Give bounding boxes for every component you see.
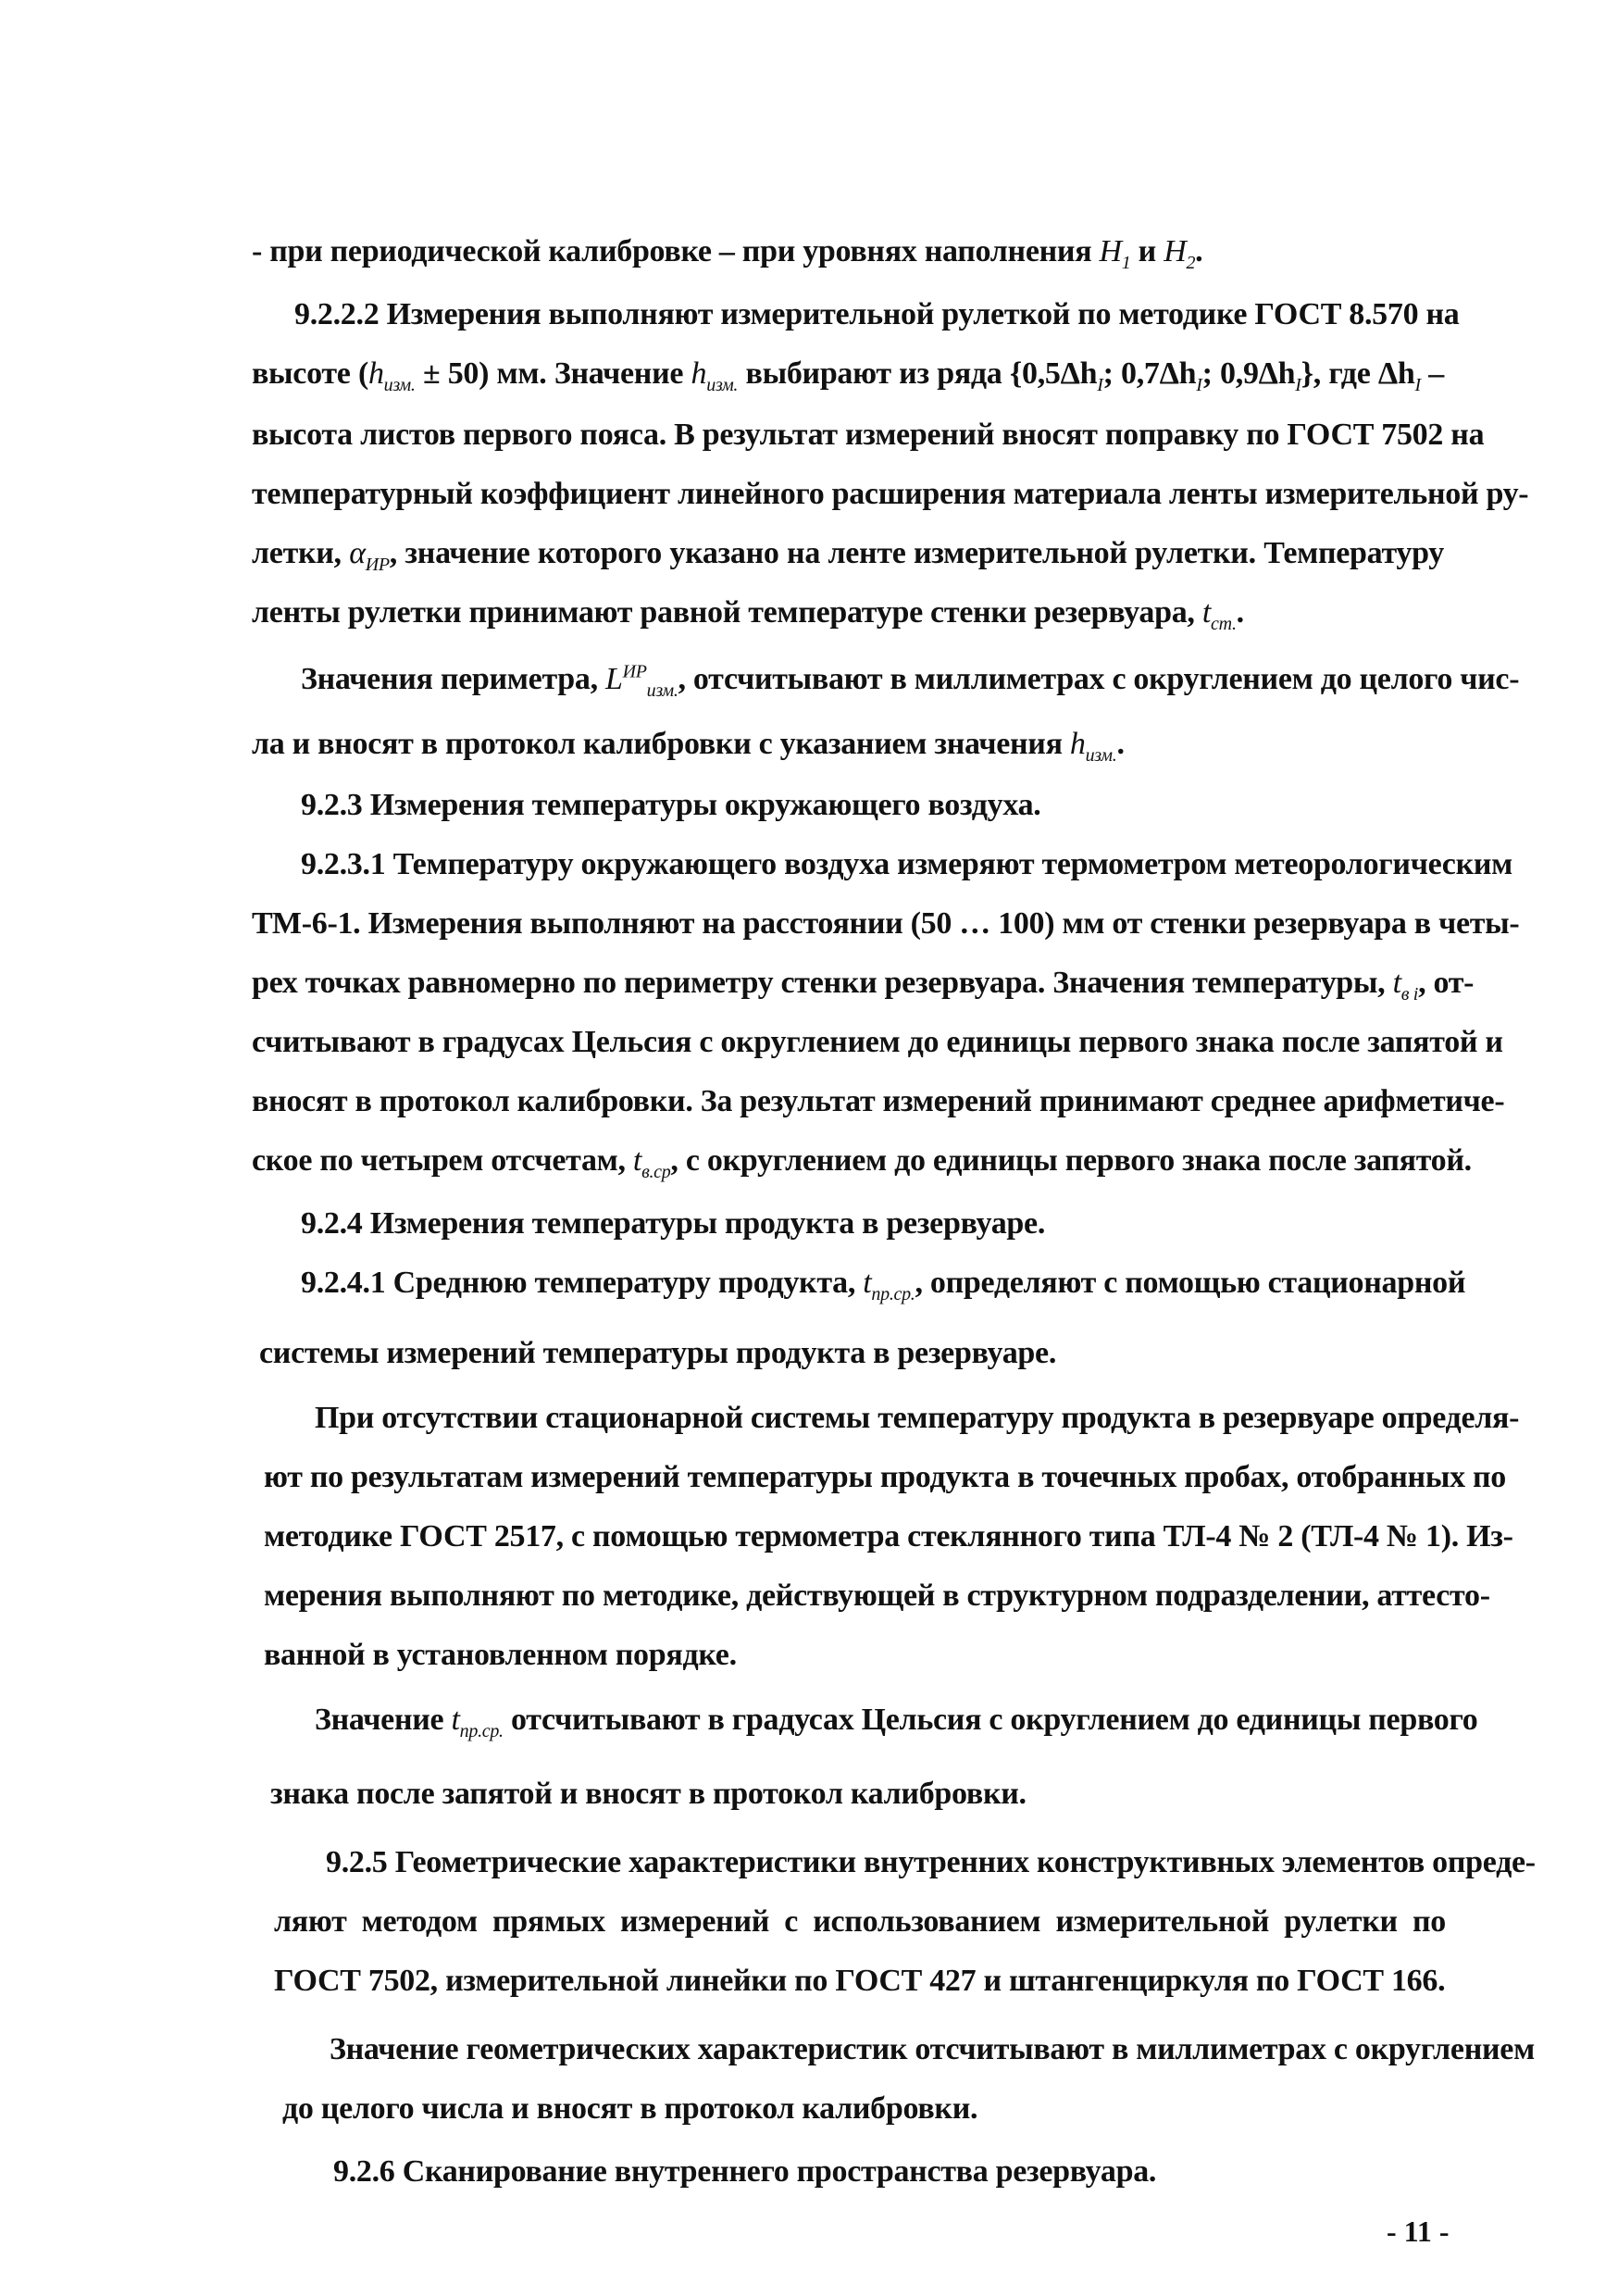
subscript: 2	[1186, 252, 1196, 273]
subscript: 1	[1121, 252, 1131, 273]
text-line: 9.2.2.2 Измерения выполняют измерительной рулеткой по методике ГОСТ 8.570 на	[294, 297, 1460, 331]
subscript: изм.	[706, 374, 739, 395]
var-symbol: H	[1164, 234, 1187, 268]
var-symbol: t	[632, 1143, 642, 1178]
text-span: отсчитывают в градусах Цельсия с округлением до единицы первого	[503, 1703, 1478, 1737]
var-symbol: H	[1099, 234, 1122, 268]
text-span: ; 0,9Δh	[1201, 356, 1296, 391]
text-line: мерения выполняют по методике, действующей в структурном подразделении, аттесто-	[264, 1578, 1490, 1613]
text-span: , отсчитывают в миллиметрах с округлением до целого чис-	[678, 662, 1520, 696]
subscript: в i	[1400, 983, 1419, 1004]
subscript: изм.	[646, 680, 678, 701]
section-heading: 9.2.6 Сканирование внутреннего пространства резервуара.	[333, 2154, 1157, 2189]
text-span: - при периодической калибровке – при уровнях наполнения	[252, 234, 1100, 268]
text-line: температурный коэффициент линейного расширения материала ленты измерительной ру-	[252, 477, 1529, 511]
text-span: –	[1420, 356, 1445, 391]
text-span: рех точках равномерно по периметру стенки резервуара. Значения температуры,	[252, 966, 1393, 1000]
text-line: 9.2.5 Геометрические характеристики внутренних конструктивных элементов опреде-	[326, 1845, 1536, 1879]
text-line: Значение геометрических характеристик отсчитывают в миллиметрах с округлением	[330, 2032, 1535, 2066]
text-span: Значение	[315, 1703, 452, 1737]
section-heading: 9.2.3 Измерения температуры окружающего воздуха.	[301, 788, 1041, 822]
text-line	[252, 231, 1202, 272]
subscript: в.ср	[641, 1161, 671, 1182]
text-line: ют по результатам измерений температуры продукта в точечных пробах, отобранных по	[264, 1460, 1506, 1494]
text-line	[252, 963, 1475, 1004]
text-line	[301, 1263, 1466, 1304]
subscript: I	[1295, 374, 1301, 395]
text-line	[252, 593, 1244, 633]
text-span: , значение которого указано на ленте измерительной рулетки. Температуру	[389, 536, 1444, 570]
subscript: ИР	[365, 554, 390, 575]
var-symbol: h	[1069, 727, 1086, 761]
text-line: высота листов первого пояса. В результат измерений вносят поправку по ГОСТ 7502 на	[252, 418, 1485, 452]
text-span: ла и вносят в протокол калибровки с указанием значения	[252, 727, 1070, 761]
text-line	[252, 354, 1444, 394]
text-line	[252, 724, 1125, 765]
text-span: , с округлением до единицы первого знака после запятой.	[670, 1143, 1472, 1178]
var-symbol: α	[349, 536, 366, 570]
text-line: ТМ-6-1. Измерения выполняют на расстоянии (50 … 100) мм от стенки резервуара в четы-	[252, 906, 1520, 941]
subscript: I	[1196, 374, 1202, 395]
text-span: ленты рулетки принимают равной температуре стенки резервуара,	[252, 595, 1202, 630]
text-line: вносят в протокол калибровки. За результат измерений принимают среднее арифметиче-	[252, 1084, 1505, 1118]
text-span: ское по четырем отсчетам,	[252, 1143, 633, 1178]
text-span: .	[1236, 595, 1244, 630]
text-line: методике ГОСТ 2517, с помощью термометра стеклянного типа ТЛ-4 № 2 (ТЛ-4 № 1). Из-	[264, 1519, 1513, 1554]
var-symbol: h	[367, 356, 384, 391]
superscript: ИР	[622, 661, 647, 682]
text-span: , от-	[1418, 966, 1475, 1000]
text-line: При отсутствии стационарной системы температуру продукта в резервуаре определя-	[315, 1401, 1520, 1435]
text-line: ляют методом прямых измерений с использованием измерительной рулетки по	[274, 1904, 1446, 1939]
var-symbol: t	[1201, 595, 1211, 630]
section-heading: 9.2.4 Измерения температуры продукта в резервуаре.	[301, 1206, 1046, 1241]
subscript: изм.	[383, 374, 416, 395]
text-line	[315, 1700, 1478, 1741]
subscript: пр.ср.	[871, 1283, 915, 1304]
text-line: считывают в градусах Цельсия с округлением до единицы первого знака после запятой и	[252, 1025, 1503, 1059]
var-symbol: t	[1392, 966, 1401, 1000]
text-line: знака после запятой и вносят в протокол калибровки.	[270, 1777, 1027, 1811]
text-span: 9.2.4.1 Среднюю температуру продукта,	[301, 1266, 864, 1300]
text-span: высоте (	[252, 356, 368, 391]
var-symbol: L	[604, 662, 623, 696]
text-line	[252, 1141, 1472, 1181]
text-span: выбирают из ряда {0,5Δh	[738, 356, 1098, 391]
var-symbol: t	[863, 1266, 872, 1300]
text-span: ; 0,7Δh	[1102, 356, 1197, 391]
text-line: 9.2.3.1 Температуру окружающего воздуха измеряют термометром метеорологическим	[301, 847, 1513, 881]
subscript: ст.	[1211, 613, 1237, 634]
text-span: Значения периметра,	[301, 662, 605, 696]
text-span: , определяют с помощью стационарной	[915, 1266, 1466, 1300]
text-span: }, где Δh	[1301, 356, 1415, 391]
text-span: ± 50) мм. Значение	[415, 356, 691, 391]
page-number: - 11 -	[1387, 2215, 1450, 2248]
var-symbol: h	[691, 356, 707, 391]
text-line	[301, 659, 1520, 701]
text-span: .	[1116, 727, 1125, 761]
text-line: до целого числа и вносят в протокол калибровки.	[282, 2091, 978, 2126]
var-symbol: t	[451, 1703, 460, 1737]
subscript: I	[1097, 374, 1103, 395]
text-line: ванной в установленном порядке.	[264, 1638, 737, 1672]
text-line: системы измерений температуры продукта в резервуаре.	[259, 1336, 1057, 1370]
text-span: .	[1195, 234, 1203, 268]
text-span: и	[1130, 234, 1164, 268]
subscript: изм.	[1085, 744, 1117, 766]
text-line: ГОСТ 7502, измерительной линейки по ГОСТ 427 и штангенциркуля по ГОСТ 166.	[274, 1964, 1446, 1998]
text-line	[252, 533, 1444, 574]
subscript: пр.ср.	[459, 1720, 504, 1741]
text-span: летки,	[252, 536, 350, 570]
subscript: I	[1414, 374, 1421, 395]
